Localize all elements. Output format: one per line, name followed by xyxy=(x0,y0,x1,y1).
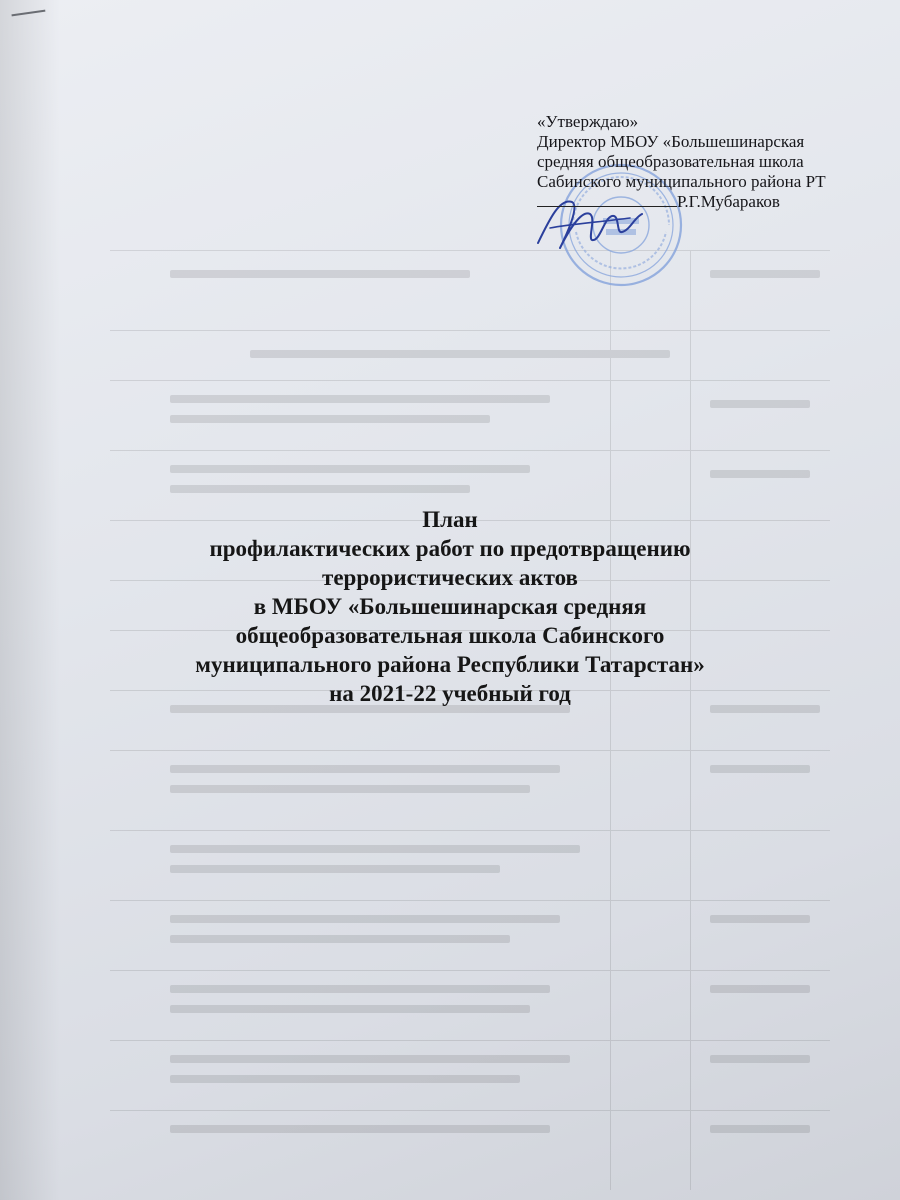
title-line: общеобразовательная школа Сабинского xyxy=(235,623,665,648)
title-line: План xyxy=(422,507,478,532)
title-line: профилактических работ по предотвращению xyxy=(209,536,691,561)
approval-signature-line xyxy=(537,192,877,212)
approval-signer-name: Р.Г.Мубараков xyxy=(677,192,780,211)
signature-underline xyxy=(537,206,677,207)
title-line: террористических актов xyxy=(322,565,578,590)
bleed-through-table xyxy=(110,250,830,1190)
title-line: на 2021-22 учебный год xyxy=(329,681,571,706)
approval-director-position: Директор МБОУ «Большешинарская xyxy=(537,132,805,151)
title-line: в МБОУ «Большешинарская средняя xyxy=(253,594,647,619)
document-title xyxy=(150,505,750,708)
page-edge-shadow xyxy=(0,0,60,1200)
approval-heading: «Утверждаю» xyxy=(537,112,639,131)
approval-district: Сабинского муниципального района РТ xyxy=(537,172,826,191)
approval-school-name: средняя общеобразовательная школа xyxy=(537,152,804,171)
title-line: муниципального района Республики Татарстан» xyxy=(195,652,705,677)
approval-block xyxy=(537,112,877,212)
